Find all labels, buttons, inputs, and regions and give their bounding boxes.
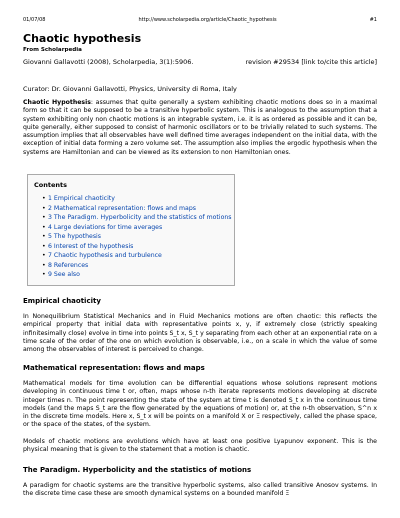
bullet-icon: • (42, 204, 46, 212)
toc-item[interactable]: • 6 Interest of the hypothesis (42, 242, 134, 250)
bullet-icon: • (42, 223, 46, 231)
intro-term: Chaotic Hypothesis (23, 99, 91, 106)
toc-list (34, 194, 232, 280)
toc-item[interactable]: • 2 Mathematical representation: flows and maps (42, 204, 196, 212)
revision-link[interactable]: revision #29534 [link to/cite this article] (245, 58, 377, 66)
section-heading-flows-and-maps: Mathematical representation: flows and maps (23, 364, 205, 372)
curator-line: Curator: Dr. Giovanni Gallavotti, Physics, University di Roma, Italy (23, 85, 237, 93)
print-page-number: #1 (369, 17, 377, 23)
bullet-icon: • (42, 242, 46, 250)
section-1-paragraph: In Nonequilibrium Statistical Mechanics and in Fluid Mechanics motions are often chaotic: this reflects the empirical property that initial data with representative points x, y, if extremely close (strictly speaking infinitesimally close) evolve in time into points S_t x, S_t y separating from each other at an exponential rate on a time scale of the order of the one on which evolution is observable, i.e., on a scale in which the value of some among the observables of interest is perceived to change. (23, 313, 377, 354)
toc-title: Contents (34, 181, 67, 189)
print-header (23, 17, 377, 23)
toc-item[interactable]: • 4 Large deviations for time averages (42, 223, 163, 231)
toc-item[interactable]: • 5 The hypothesis (42, 233, 101, 240)
table-of-contents (27, 174, 235, 286)
intro-paragraph (23, 99, 377, 157)
bullet-icon: • (42, 261, 46, 269)
section-3-paragraph: A paradigm for chaotic systems are the transitive hyperbolic systems, also called transitive Anosov systems. In the discrete time case these are smooth dynamical systems on a bounded manifold Ξ (23, 482, 377, 498)
section-2-paragraph-2: Models of chaotic motions are evolutions which have at least one positive Lyapunov exponent. This is the physical meaning that is given to the statement that a motion is chaotic. (23, 438, 377, 454)
page-title: Chaotic hypothesis (23, 32, 142, 45)
bullet-icon: • (42, 195, 46, 202)
section-heading-empirical-chaoticity: Empirical chaoticity (23, 297, 101, 305)
print-date: 01/07/08 (23, 17, 46, 23)
bullet-icon: • (42, 271, 46, 278)
toc-item[interactable]: • 9 See also (42, 271, 80, 278)
citation-line (23, 58, 377, 66)
toc-item[interactable]: • 7 Chaotic hypothesis and turbulence (42, 252, 162, 259)
section-heading-paradigm: The Paradigm. Hyperbolicity and the statistics of motions (23, 466, 252, 474)
source-label: From Scholarpedia (23, 47, 82, 53)
print-url: http://www.scholarpedia.org/article/Chaotic_hypothesis (138, 17, 277, 23)
bullet-icon: • (42, 214, 46, 221)
toc-item[interactable]: • 8 References (42, 261, 89, 269)
citation-text: Giovanni Gallavotti (2008), Scholarpedia, 3(1):5906. (23, 58, 194, 66)
bullet-icon: • (42, 252, 46, 259)
section-2-paragraph: Mathematical models for time evolution can be differential equations whose solutions represent motions developing in continuous time t or, often, maps whose n-th iterate represents motions developing at discrete integer times n. The point representing the state of the system at time t is denoted S_t x in the continuous time models (and the maps S_t are the flow generated by the equations of motion) or, at the n-th observation, S^n x in the discrete time models. Here x, S_t x will be points on a manifold X or Ξ respectively, called the phase space, or the space of the states, of the system. (23, 380, 377, 429)
intro-text: : assumes that quite generally a system exhibiting chaotic motions does so in a maximal form so that it can be supposed to be a transitive hyperbolic system. This is analogous to the assumption that a system exhibiting only non chaotic motions is an integrable system, i.e. it is as ordered as possible and it can be, quite generally, either supposed to consist of harmonic oscillators or to be trivially related to such systems. The assumption implies that all observables have well defined time averages independent on the initial data, with the exception of initial data forming a zero volume set. The assumption also implies the ergodic hypothesis when the systems are Hamiltonian and can be viewed as its extension to non Hamiltonian ones. (23, 99, 377, 156)
toc-item[interactable]: • 1 Empirical chaoticity (42, 195, 115, 202)
bullet-icon: • (42, 233, 46, 240)
toc-item[interactable]: • 3 The Paradigm. Hyperbolicity and the statistics of motions (42, 214, 232, 221)
